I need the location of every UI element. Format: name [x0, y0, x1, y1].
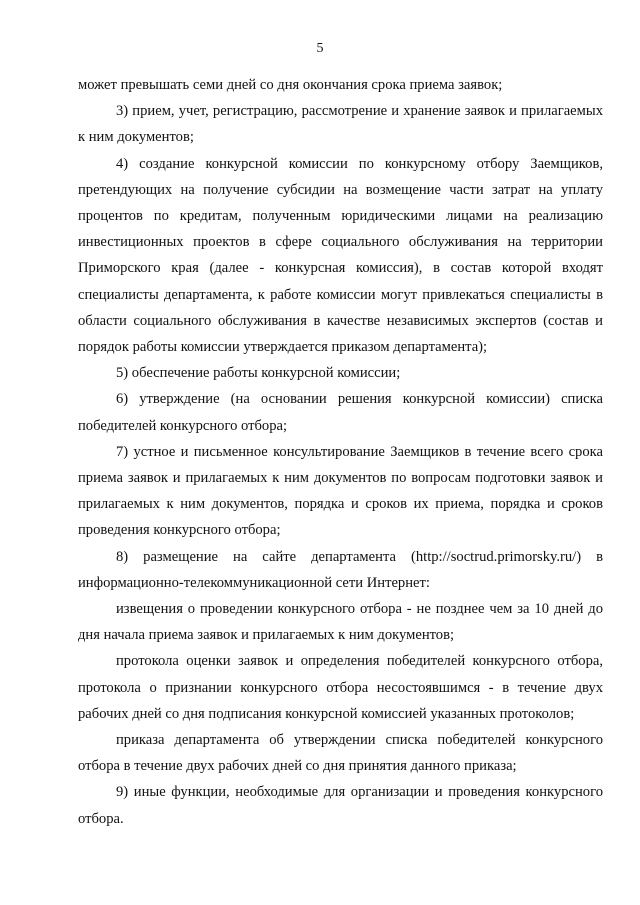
- paragraph-item-5: 5) обеспечение работы конкурсной комиссии;: [116, 365, 401, 382]
- paragraph-item-8-notice: извещения о проведении конкурсного отбора - не позднее чем за 10 дней до дня начала приема заявок и прилагаемых к ним документов;: [78, 601, 603, 644]
- paragraph-item-8: 8) размещение на сайте департамента (http://soctrud.primorsky.ru/) в информационно-телекоммуникационной сети Интернет:: [78, 548, 603, 591]
- paragraph-item-7: 7) устное и письменное консультирование Заемщиков в течение всего срока приема заявок и прилагаемых к ним документов по вопросам подготовки заявок и прилагаемых к ним документов, порядка и сроков их приема, порядка и сроков проведения конкурсного отбора;: [78, 443, 603, 539]
- page-number: 5: [316, 41, 324, 56]
- document-body: [78, 72, 603, 832]
- paragraph-continuation: может превышать семи дней со дня окончания срока приема заявок;: [78, 77, 503, 93]
- paragraph-item-8-protocols: протокола оценки заявок и определения победителей конкурсного отбора, протокола о признании конкурсного отбора несостоявшимся - в течение двух рабочих дней со дня подписания конкурсной комиссией указанных протоколов;: [78, 653, 603, 722]
- paragraph-item-4: 4) создание конкурсной комиссии по конкурсному отбору Заемщиков, претендующих на получение субсидии на возмещение части затрат на уплату процентов по кредитам, полученным юридическими лицами на реализацию инвестиционных проектов в сфере социального обслуживания на территории Приморского края (далее - конкурсная комиссия), в состав которой входят специалисты департамента, к работе комиссии могут привлекаться специалисты в области социального обслуживания в качестве независимых экспертов (состав и порядок работы комиссии утверждается приказом департамента);: [78, 155, 603, 356]
- paragraph-item-3: 3) прием, учет, регистрацию, рассмотрение и хранение заявок и прилагаемых к ним документов;: [78, 103, 603, 146]
- paragraph-item-9: 9) иные функции, необходимые для организации и проведения конкурсного отбора.: [78, 784, 603, 827]
- paragraph-item-8-order: приказа департамента об утверждении списка победителей конкурсного отбора в течение двух рабочих дней со дня принятия данного приказа;: [78, 732, 603, 775]
- paragraph-item-6: 6) утверждение (на основании решения конкурсной комиссии) списка победителей конкурсного отбора;: [78, 391, 603, 434]
